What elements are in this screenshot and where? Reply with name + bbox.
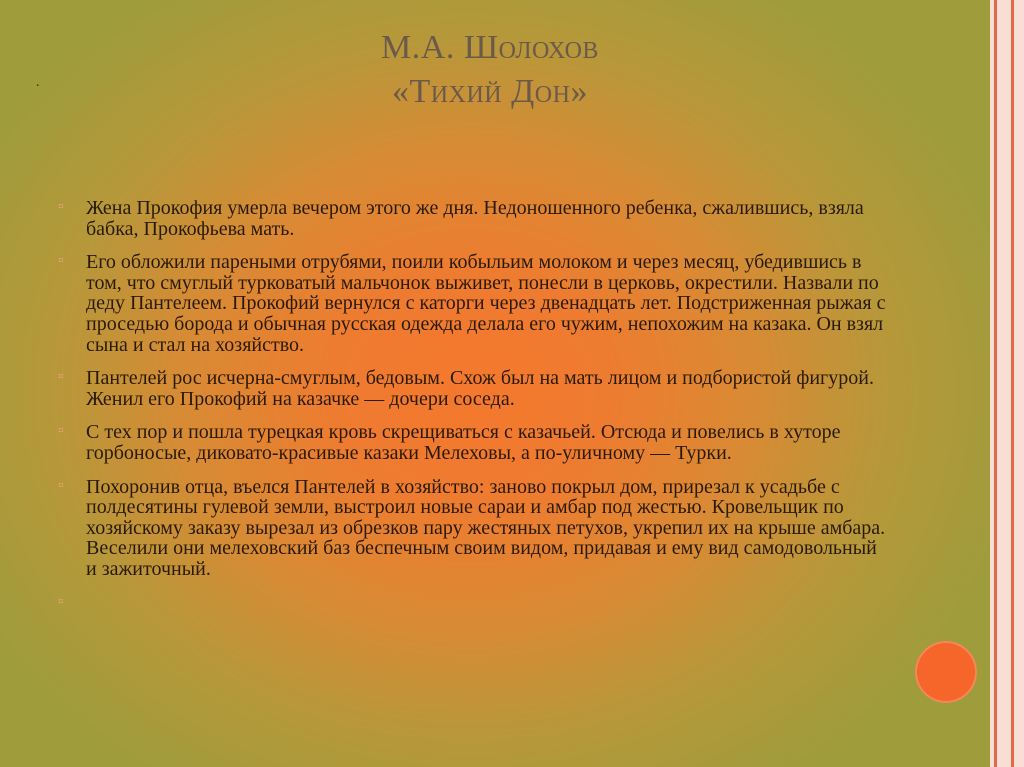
- paragraph: [58, 422, 888, 463]
- right-decorative-line: [994, 0, 997, 767]
- bullet-icon: ▫: [58, 198, 64, 215]
- bullet-icon: ▫: [58, 476, 64, 494]
- title-line-author: М.А. Шолохов: [381, 29, 599, 66]
- bullet-icon: ▫: [58, 592, 64, 610]
- paragraph: [58, 368, 888, 409]
- paragraph: [58, 477, 888, 580]
- paragraph: [58, 198, 888, 239]
- paragraph-text: Пантелей рос исчерна-смуглым, бедовым. Схож был на мать лицом и подбористой фигурой. Женил его Прокофий на казачке — дочери соседа.: [86, 367, 874, 410]
- bullet-icon: ▫: [58, 252, 64, 270]
- paragraph-text: Жена Прокофия умерла вечером этого же дня. Недоношенного ребенка, сжалившись, взяла бабка, Прокофьева мать.: [86, 197, 864, 240]
- page-title: [240, 26, 740, 114]
- paragraph-text: Похоронив отца, въелся Пантелей в хозяйство: заново покрыл дом, прирезал к усадьбе с полдесятины гулевой земли, выстроил новые сараи и амбар под жестью. Кровельщик по хозяйскому заказу вырезал из обрезков пару жестяных петухов, укрепил их на крыше амбара. Веселили они мелеховский баз беспечным своим видом, придавая и ему вид самодовольный и зажиточный.: [86, 475, 886, 580]
- paragraph-text: С тех пор и пошла турецкая кровь скрещиваться с казачьей. Отсюда и повелись в хуторе горбоносые, диковато-красивые казаки Мелеховы, а по-уличному — Турки.: [86, 421, 841, 464]
- bullet-icon: ▫: [58, 422, 64, 440]
- stray-mark: .: [36, 75, 40, 90]
- bullet-icon: ▫: [58, 368, 64, 386]
- slide-body: [58, 198, 888, 626]
- right-decorative-line: [1011, 0, 1014, 767]
- empty-paragraph: [58, 593, 888, 613]
- decorative-circle: [915, 641, 977, 703]
- paragraph: [58, 252, 888, 355]
- paragraph-text: Его обложили пареными отрубями, поили кобыльим молоком и через месяц, убедившись в том, что смуглый турковатый мальчонок выживет, понесли в церковь, окрестили. Назвали по деду Пантелеем. Прокофий вернулся с каторги через двенадцать лет. Подстриженная рыжая с проседью борода и обычная русская одежда делала его чужим, непохожим на казака. Он взял сына и стал на хозяйство.: [86, 251, 886, 356]
- title-line-work: «Тихий Дон»: [392, 73, 588, 110]
